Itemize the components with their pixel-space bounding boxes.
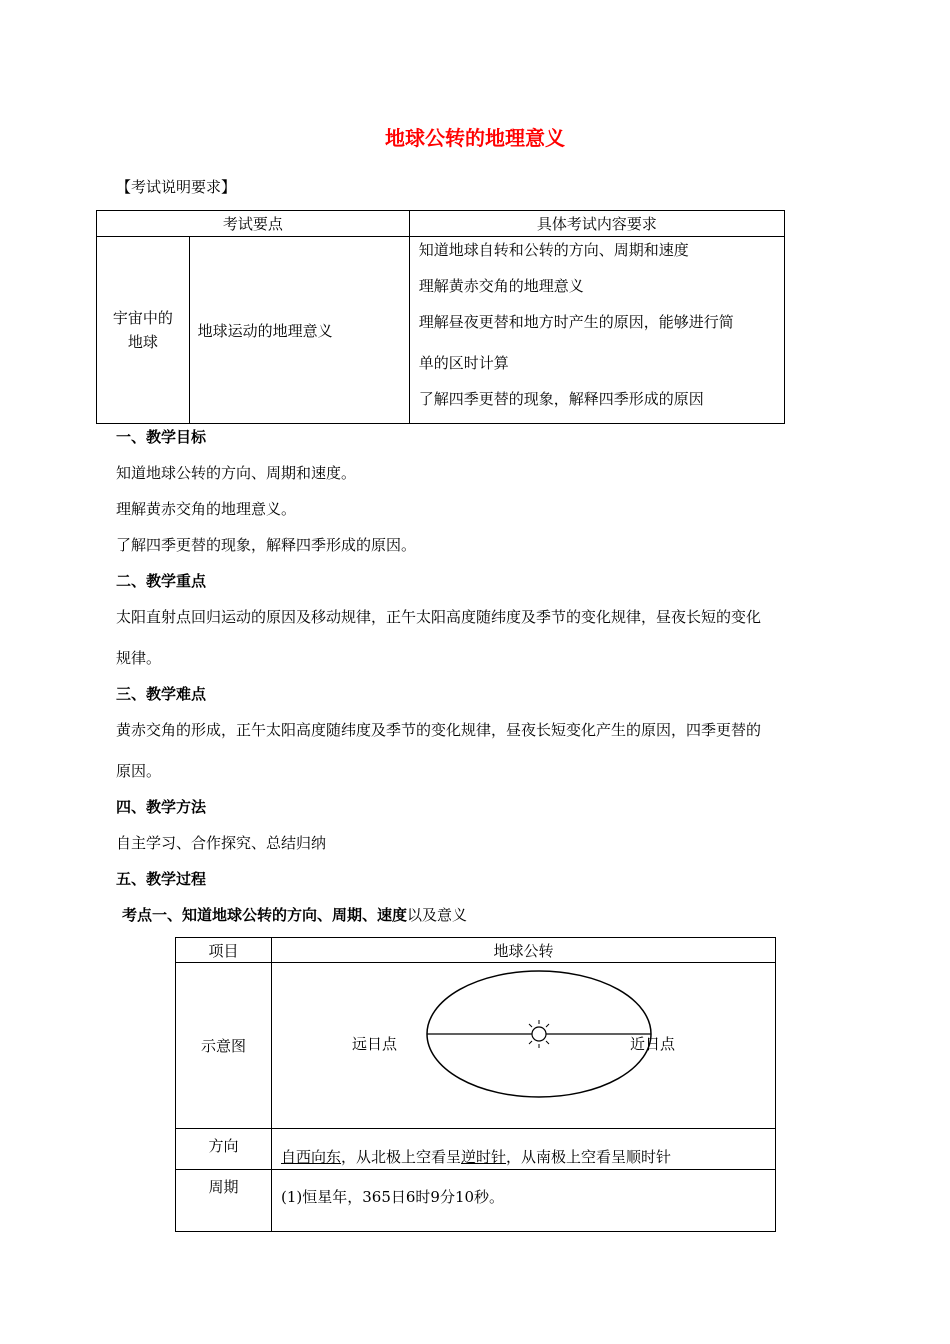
methods-text: 自主学习、合作探究、总结归纳 (116, 834, 327, 852)
exam-point-one-rest: 以及意义 (407, 906, 468, 924)
section-heading-goals: 一、教学目标 (116, 428, 207, 446)
exam-point-one-bold: 考点一、知道地球公转的方向、周期、速度 (122, 906, 408, 924)
direction-text-rest: ，从南极上空看呈顺时针 (506, 1148, 672, 1166)
goal-item: 知道地球公转的方向、周期和速度。 (116, 464, 357, 482)
requirements-cell (409, 237, 784, 424)
diagram-label: 示意图 (176, 963, 272, 1129)
section-heading-process: 五、教学过程 (116, 870, 207, 888)
goal-item: 了解四季更替的现象，解释四季形成的原因。 (116, 536, 417, 554)
difficulties-line: 黄赤交角的形成，正午太阳高度随纬度及季节的变化规律，昼夜长短变化产生的原因，四季更替的 (116, 721, 762, 739)
period-value: (1)恒星年，365日6时9分10秒。 (272, 1170, 776, 1232)
goal-item: 理解黄赤交角的地理意义。 (116, 500, 297, 518)
direction-underlined: 自西向东 (281, 1148, 342, 1166)
orbit-diagram (272, 963, 775, 1124)
header-item: 项目 (176, 938, 272, 963)
exam-point-one (122, 905, 467, 925)
section-heading-key-points: 二、教学重点 (116, 572, 207, 590)
header-earth-revolution: 地球公转 (272, 938, 776, 963)
header-content-requirements: 具体考试内容要求 (409, 211, 784, 237)
key-points-line: 规律。 (116, 649, 162, 667)
table-row (97, 237, 785, 424)
table-row (176, 963, 776, 1129)
table-header-row (97, 211, 785, 237)
exam-requirements-label: 【考试说明要求】 (116, 178, 237, 196)
requirement-item: 了解四季更替的现象，解释四季形成的原因 (418, 390, 704, 408)
revolution-table (175, 937, 776, 1232)
table-row (176, 1170, 776, 1232)
requirement-item: 知道地球自转和公转的方向、周期和速度 (418, 241, 689, 259)
topic-text: 宇宙中的地球 (112, 309, 173, 351)
table-row (176, 1129, 776, 1170)
key-points-line: 太阳直射点回归运动的原因及移动规律，正午太阳高度随纬度及季节的变化规律，昼夜长短的变化 (116, 608, 762, 626)
direction-value (272, 1129, 776, 1170)
requirement-item: 理解黄赤交角的地理意义 (418, 277, 584, 295)
exam-requirements-table (96, 210, 785, 424)
requirement-item: 理解昼夜更替和地方时产生的原因，能够进行简 (418, 313, 734, 331)
section-heading-difficulties: 三、教学难点 (116, 685, 207, 703)
diagram-cell (272, 963, 776, 1129)
difficulties-line: 原因。 (116, 762, 162, 780)
topic-cell (97, 237, 190, 424)
aphelion-label: 远日点 (352, 1035, 398, 1053)
period-label: 周期 (176, 1170, 272, 1232)
header-exam-points: 考试要点 (97, 211, 410, 237)
counterclockwise-underlined: 逆时针 (461, 1148, 507, 1166)
subtopic-cell: 地球运动的地理意义 (189, 237, 409, 424)
section-heading-methods: 四、教学方法 (116, 798, 207, 816)
perihelion-label: 近日点 (630, 1035, 676, 1053)
direction-text: ，从北极上空看呈 (341, 1148, 462, 1166)
requirement-item: 单的区时计算 (418, 354, 509, 372)
page-title: 地球公转的地理意义 (385, 126, 565, 150)
table-header-row (176, 938, 776, 963)
direction-label: 方向 (176, 1129, 272, 1170)
